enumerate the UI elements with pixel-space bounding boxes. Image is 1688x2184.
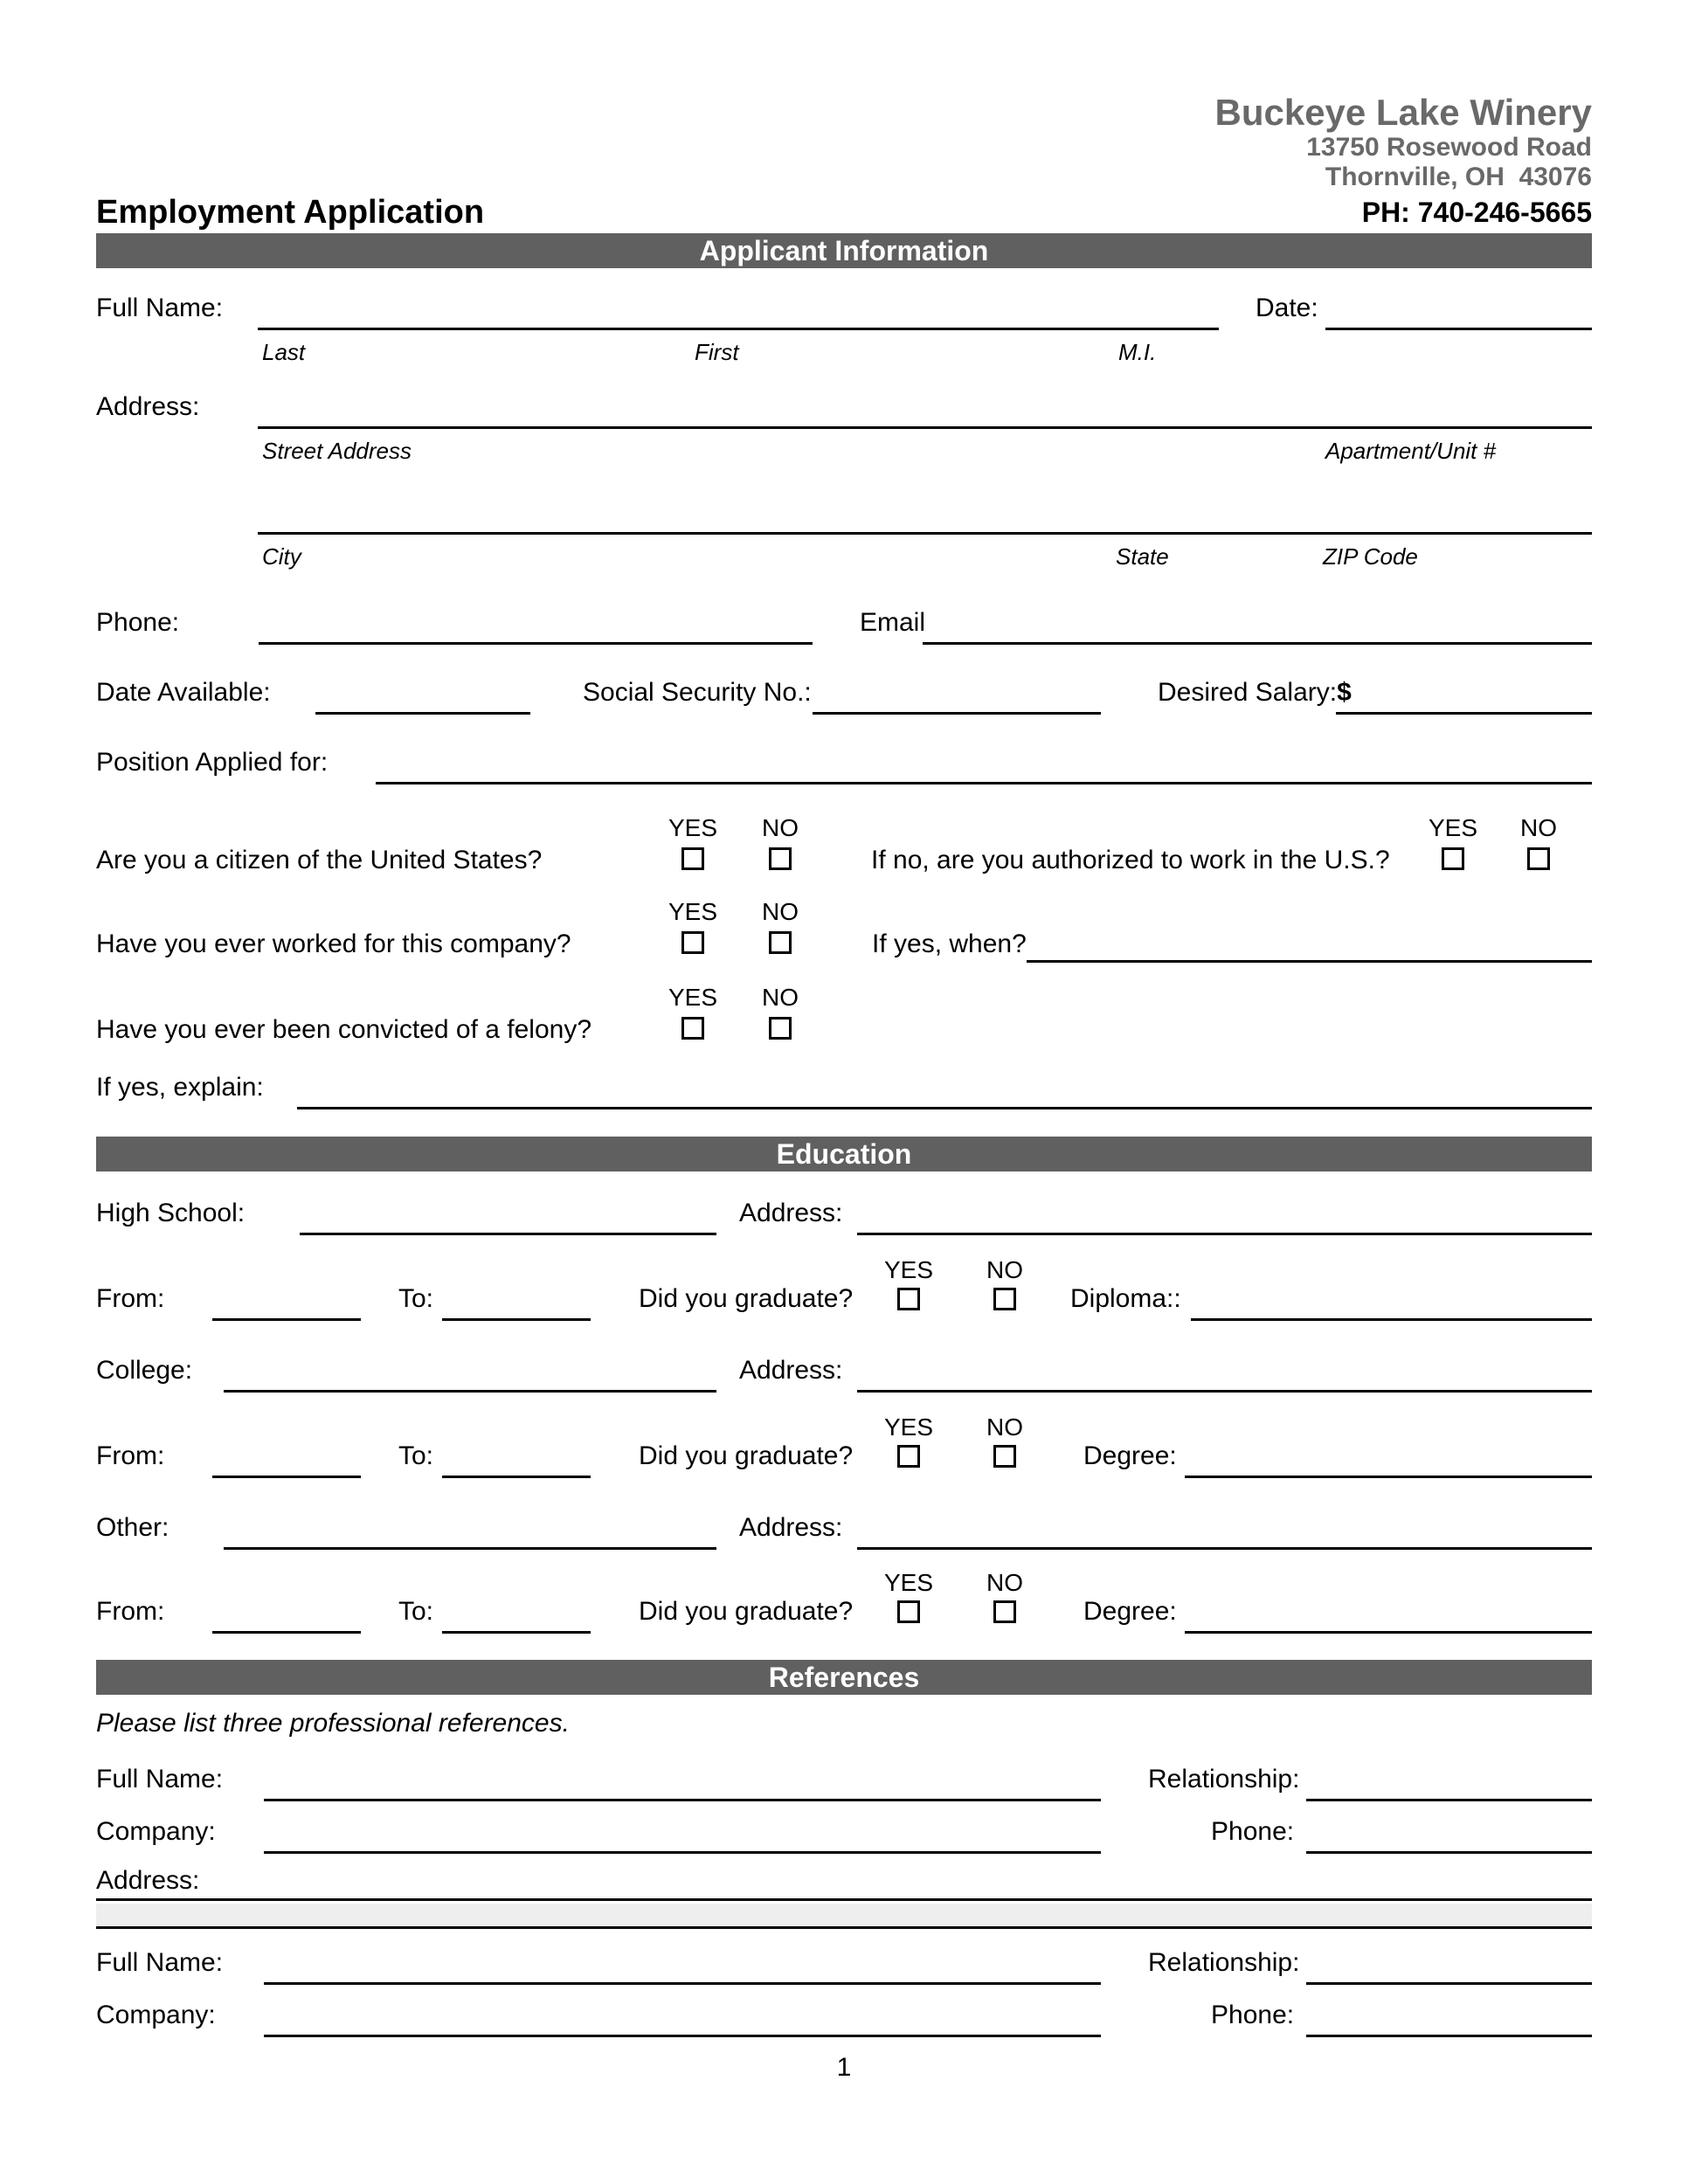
position-label: Position Applied for:: [96, 748, 329, 777]
address2-row: [96, 494, 1592, 535]
references-intro-row: [96, 1709, 1592, 1744]
zip-sublabel: ZIP Code: [1323, 543, 1418, 570]
other-row: [96, 1510, 1592, 1550]
high-school-row: [96, 1195, 1592, 1235]
other-yes-header: YES: [883, 1569, 934, 1596]
company-address-line1: 13750 Rosewood Road: [1306, 133, 1592, 162]
name-sublabels-row: [96, 335, 1592, 363]
other-yes-no-header: [96, 1569, 1592, 1597]
ref1-company-input-line[interactable]: [264, 1851, 1101, 1854]
hs-graduate-no-checkbox[interactable]: [993, 1288, 1016, 1310]
other-to-input-line[interactable]: [442, 1631, 591, 1634]
ref1-company-row: [96, 1814, 1592, 1854]
q1-row: [96, 844, 1592, 875]
references-intro: Please list three professional references.: [96, 1709, 570, 1738]
desired-salary-input-line[interactable]: [1336, 712, 1592, 715]
hs-from-input-line[interactable]: [212, 1318, 361, 1321]
other-no-header: NO: [986, 1569, 1023, 1596]
college-no-header: NO: [986, 1413, 1023, 1441]
ssn-label: Social Security No.:: [583, 678, 812, 707]
other-label: Other:: [96, 1513, 169, 1542]
city-sublabel: City: [262, 543, 301, 570]
college-row: [96, 1352, 1592, 1393]
citizen-no-checkbox[interactable]: [769, 847, 792, 870]
other-graduate-no-checkbox[interactable]: [993, 1600, 1016, 1623]
address2-sublabels-row: [96, 540, 1592, 568]
hs-address-input-line[interactable]: [857, 1233, 1592, 1235]
hs-to-input-line[interactable]: [442, 1318, 591, 1321]
college-from-label: From:: [96, 1441, 165, 1470]
felony-yes-checkbox[interactable]: [681, 1017, 704, 1040]
explain-row: [96, 1069, 1592, 1109]
q2-no-header: NO: [762, 898, 799, 925]
ref2-full-name-label: Full Name:: [96, 1948, 224, 1977]
ssn-input-line[interactable]: [813, 712, 1101, 715]
address-row: [96, 389, 1592, 429]
college-address-input-line[interactable]: [857, 1390, 1592, 1393]
college-from-input-line[interactable]: [212, 1476, 361, 1478]
q2-yes-header: YES: [668, 898, 718, 925]
dollar-sign: $: [1337, 678, 1352, 707]
authorized-no-checkbox[interactable]: [1527, 847, 1550, 870]
authorized-yes-checkbox[interactable]: [1442, 847, 1464, 870]
availability-row: [96, 674, 1592, 715]
position-row: [96, 744, 1592, 784]
hs-yes-no-header: [96, 1256, 1592, 1284]
other-from-input-line[interactable]: [212, 1631, 361, 1634]
college-graduate-yes-checkbox[interactable]: [897, 1445, 920, 1468]
ref1-phone-input-line[interactable]: [1306, 1851, 1592, 1854]
education-section-bar: Education: [96, 1137, 1592, 1171]
ref1-address-label: Address:: [96, 1866, 200, 1895]
ref1-company-label: Company:: [96, 1817, 216, 1846]
other-graduate-question: Did you graduate?: [639, 1597, 854, 1626]
citizen-yes-checkbox[interactable]: [681, 847, 704, 870]
ref1-full-name-label: Full Name:: [96, 1765, 224, 1794]
ref1-name-row: [96, 1761, 1592, 1801]
ref1-address-input-line[interactable]: [96, 1898, 1592, 1901]
explain-input-line[interactable]: [297, 1107, 1592, 1109]
hs-yes-header: YES: [883, 1256, 934, 1283]
ref2-relationship-input-line[interactable]: [1306, 1982, 1592, 1985]
q1-yes-no-header: [96, 814, 1592, 842]
other-degree-input-line[interactable]: [1185, 1631, 1592, 1634]
q1-no-header: NO: [762, 814, 799, 841]
first-sublabel: First: [695, 339, 739, 365]
college-graduate-question: Did you graduate?: [639, 1441, 854, 1470]
hs-address-label: Address:: [739, 1199, 843, 1227]
ref1-address-row: [96, 1864, 1592, 1901]
address-sublabels-row: [96, 434, 1592, 462]
hs-diploma-input-line[interactable]: [1191, 1318, 1592, 1321]
company-header: [1214, 93, 1592, 229]
worked-question: Have you ever worked for this company?: [96, 930, 571, 958]
references-section-bar: References: [96, 1660, 1592, 1695]
desired-salary-label: [1158, 678, 1352, 708]
other-graduate-yes-checkbox[interactable]: [897, 1600, 920, 1623]
college-to-label: To:: [398, 1441, 434, 1470]
hs-graduate-yes-checkbox[interactable]: [897, 1288, 920, 1310]
hs-dates-row: [96, 1286, 1592, 1321]
other-dates-row: [96, 1599, 1592, 1634]
authorized-question: If no, are you authorized to work in the U.S.?: [871, 846, 1390, 874]
full-name-label: Full Name:: [96, 294, 224, 322]
worked-yes-checkbox[interactable]: [681, 931, 704, 954]
felony-no-checkbox[interactable]: [769, 1017, 792, 1040]
q2-yes-no-header: [96, 898, 1592, 926]
college-degree-input-line[interactable]: [1185, 1476, 1592, 1478]
last-sublabel: Last: [262, 339, 306, 365]
q3-row: [96, 1013, 1592, 1045]
hs-to-label: To:: [398, 1284, 434, 1313]
other-degree-label: Degree:: [1083, 1597, 1177, 1626]
college-yes-no-header: [96, 1413, 1592, 1441]
hs-graduate-question: Did you graduate?: [639, 1284, 854, 1313]
phone-input-line[interactable]: [259, 642, 813, 645]
college-address-label: Address:: [739, 1356, 843, 1385]
page-number: 1: [836, 2053, 852, 2082]
form-title: Employment Application: [96, 194, 485, 231]
college-yes-header: YES: [883, 1413, 934, 1441]
date-available-input-line[interactable]: [315, 712, 530, 715]
q3-yes-header: YES: [668, 984, 718, 1011]
city-state-zip-input-line[interactable]: [258, 532, 1592, 535]
when-input-line[interactable]: [1027, 960, 1592, 963]
address-label: Address:: [96, 392, 200, 421]
ref1-address-second-line[interactable]: [96, 1904, 1592, 1929]
high-school-input-line[interactable]: [300, 1233, 716, 1235]
date-available-label: Date Available:: [96, 678, 271, 707]
q1-yes-header: YES: [668, 814, 718, 841]
explain-label: If yes, explain:: [96, 1073, 264, 1102]
ref1-full-name-input-line[interactable]: [264, 1799, 1101, 1801]
hs-diploma-label: Diploma::: [1070, 1284, 1181, 1313]
email-label: Email: [860, 608, 926, 637]
q2-row: [96, 928, 1592, 963]
ref1-relationship-input-line[interactable]: [1306, 1799, 1592, 1801]
ref1-phone-label: Phone:: [1211, 1817, 1295, 1846]
college-graduate-no-checkbox[interactable]: [993, 1445, 1016, 1468]
date-label: Date:: [1256, 294, 1318, 322]
other-address-label: Address:: [739, 1513, 843, 1542]
other-address-input-line[interactable]: [857, 1547, 1592, 1550]
phone-label: Phone:: [96, 608, 180, 637]
mi-sublabel: M.I.: [1118, 339, 1157, 365]
college-input-line[interactable]: [224, 1390, 716, 1393]
ref2-company-input-line[interactable]: [264, 2035, 1101, 2037]
street-address-sublabel: Street Address: [262, 438, 412, 464]
company-name: Buckeye Lake Winery: [1214, 92, 1592, 133]
hs-from-label: From:: [96, 1284, 165, 1313]
college-to-input-line[interactable]: [442, 1476, 591, 1478]
ref2-phone-label: Phone:: [1211, 2001, 1295, 2029]
full-name-input-line[interactable]: [258, 328, 1219, 330]
hs-no-header: NO: [986, 1256, 1023, 1283]
company-address-line2: Thornville, OH 43076: [1325, 162, 1592, 191]
street-address-input-line[interactable]: [258, 426, 1592, 429]
other-from-label: From:: [96, 1597, 165, 1626]
other-input-line[interactable]: [224, 1547, 716, 1550]
when-label: If yes, when?: [872, 930, 1027, 958]
ref2-full-name-input-line[interactable]: [264, 1982, 1101, 1985]
apartment-unit-sublabel: Apartment/Unit #: [1325, 438, 1497, 464]
ref1-relationship-label: Relationship:: [1148, 1765, 1300, 1794]
date-input-line[interactable]: [1325, 328, 1592, 330]
ref2-phone-input-line[interactable]: [1306, 2035, 1592, 2037]
applicant-section-bar: Applicant Information: [96, 233, 1592, 268]
position-input-line[interactable]: [376, 782, 1592, 784]
citizen-question: Are you a citizen of the United States?: [96, 846, 543, 874]
q3-yes-no-header: [96, 984, 1592, 1012]
state-sublabel: State: [1116, 543, 1169, 570]
email-input-line[interactable]: [923, 642, 1592, 645]
full-name-row: [96, 290, 1592, 330]
ref2-relationship-label: Relationship:: [1148, 1948, 1300, 1977]
ref2-company-label: Company:: [96, 2001, 216, 2029]
company-phone: PH: 740-246-5665: [1361, 197, 1592, 228]
worked-no-checkbox[interactable]: [769, 931, 792, 954]
desired-salary-text: Desired Salary:: [1158, 678, 1338, 707]
ref2-company-row: [96, 1997, 1592, 2037]
q1b-no-header: NO: [1520, 814, 1557, 841]
college-label: College:: [96, 1356, 193, 1385]
felony-question: Have you ever been convicted of a felony?: [96, 1015, 592, 1044]
other-to-label: To:: [398, 1597, 434, 1626]
q3-no-header: NO: [762, 984, 799, 1011]
phone-email-row: [96, 605, 1592, 645]
college-degree-label: Degree:: [1083, 1441, 1177, 1470]
q1b-yes-header: YES: [1428, 814, 1478, 841]
ref2-name-row: [96, 1945, 1592, 1985]
high-school-label: High School:: [96, 1199, 246, 1227]
college-dates-row: [96, 1443, 1592, 1478]
